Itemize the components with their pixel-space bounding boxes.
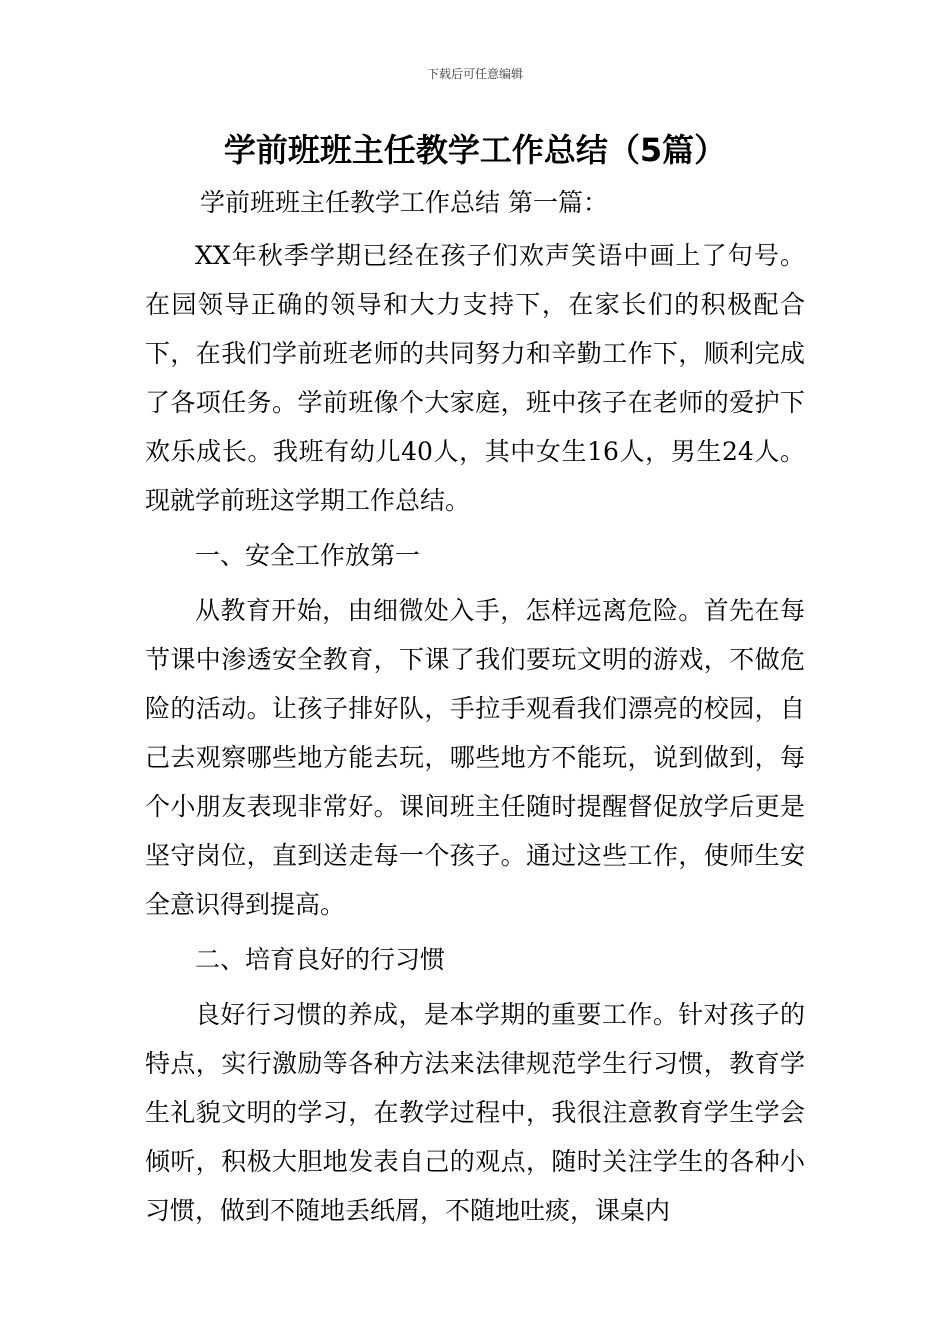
paragraph-habits: 良好行习惯的养成，是本学期的重要工作。针对孩子的特点，实行激励等各种方法来法律规范学生行习惯，教育学生礼貌文明的学习，在教学过程中，我很注意教育学生学会倾听，积极大胆地发表自己的观点，随时关注学生的各种小习惯，做到不随地丢纸屑，不随地吐痰，课桌内 (145, 1000, 805, 1225)
section-heading-safety: 一、安全工作放第一 (195, 541, 421, 570)
section-heading-habits: 二、培育良好的行习惯 (195, 945, 446, 974)
document-title: 学前班班主任教学工作总结（5篇） (223, 131, 727, 169)
section-subtitle: 学前班班主任教学工作总结 第一篇： (200, 188, 608, 217)
header-note: 下载后可任意编辑 (426, 67, 523, 81)
paragraph-intro: XX年秋季学期已经在孩子们欢声笑语中画上了句号。在园领导正确的领导和大力支持下，在家长们的积极配合下，在我们学前班老师的共同努力和辛勤工作下，顺利完成了各项任务。学前班像个大家庭，班中孩子在老师的爱护下欢乐成长。我班有幼儿40人，其中女生16人，男生24人。现就学前班这学期工作总结。 (145, 241, 805, 515)
paragraph-safety: 从教育开始，由细微处入手，怎样远离危险。首先在每节课中渗透安全教育，下课了我们要玩文明的游戏，不做危险的活动。让孩子排好队，手拉手观看我们漂亮的校园，自己去观察哪些地方能去玩，哪些地方不能玩，说到做到，每个小朋友表现非常好。课间班主任随时提醒督促放学后更是坚守岗位，直到送走每一个孩子。通过这些工作，使师生安全意识得到提高。 (145, 596, 805, 919)
document-body (145, 178, 805, 1235)
